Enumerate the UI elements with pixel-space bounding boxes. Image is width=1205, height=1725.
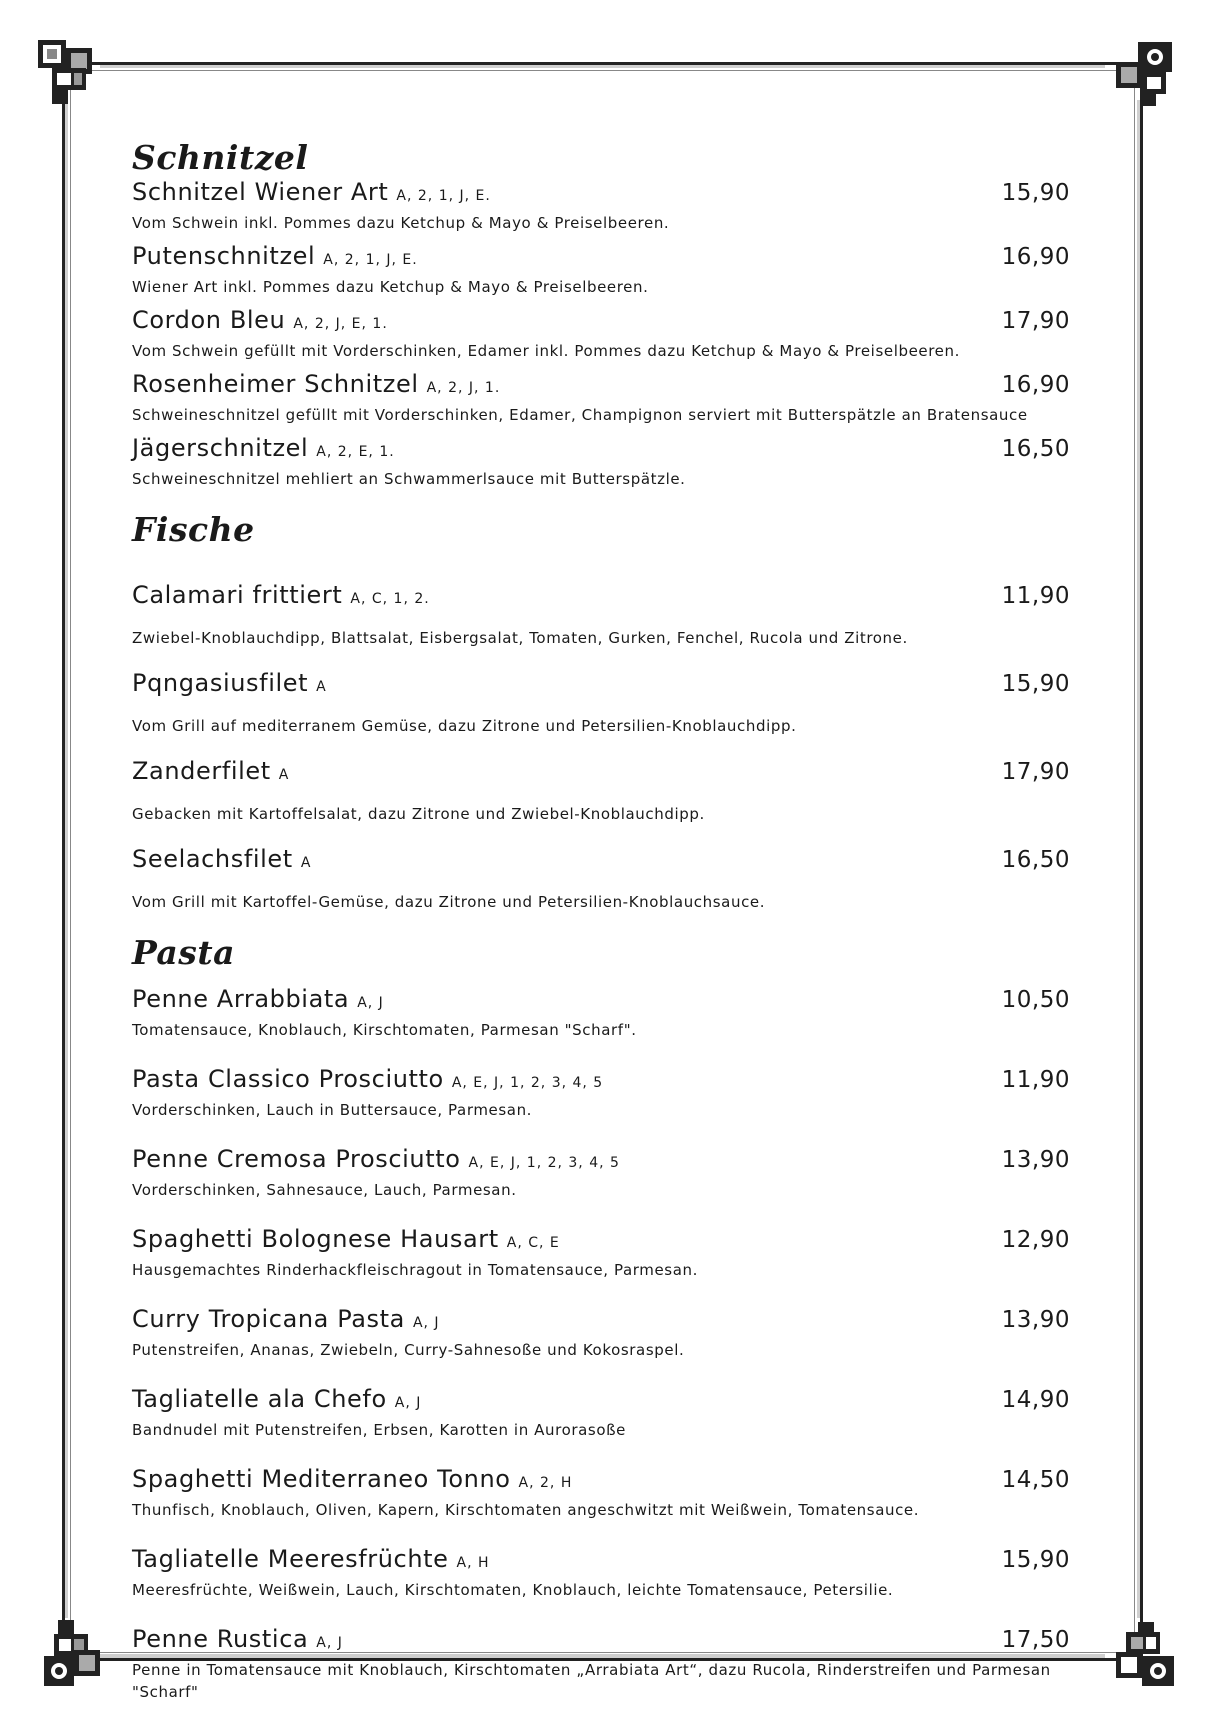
menu-item-title (132, 983, 384, 1019)
menu-item-header (132, 1383, 1082, 1419)
dish-price: 14,90 (1001, 1386, 1070, 1413)
dish-description: Bandnudel mit Putenstreifen, Erbsen, Karotten in Aurorasoße (132, 1420, 626, 1439)
menu-item-header (132, 1223, 1082, 1259)
allergen-codes: A (278, 766, 290, 783)
menu-item-title (132, 432, 395, 468)
dish-description: Vom Schwein gefüllt mit Vorderschinken, Edamer inkl. Pommes dazu Ketchup & Mayo & Preiselbeeren. (132, 342, 960, 361)
menu-item (132, 240, 1082, 298)
allergen-codes: A, J (357, 994, 384, 1011)
dish-description: Vorderschinken, Sahnesauce, Lauch, Parmesan. (132, 1180, 517, 1199)
dish-price: 16,90 (1001, 372, 1070, 399)
menu-item (132, 368, 1082, 426)
menu-item-title (132, 667, 327, 703)
menu-item-title (132, 1303, 440, 1339)
dish-name: Penne Cremosa Prosciutto (132, 1144, 461, 1173)
menu-item (132, 1543, 1082, 1601)
dish-description: Schweineschnitzel gefüllt mit Vorderschinken, Edamer, Champignon serviert mit Butterspätzle an Bratensauce (132, 406, 1028, 425)
dish-name: Spaghetti Bolognese Hausart (132, 1224, 499, 1253)
allergen-codes: A (300, 854, 312, 871)
dish-name: Curry Tropicana Pasta (132, 1304, 405, 1333)
dish-price: 15,90 (1001, 670, 1070, 697)
allergen-codes: A, C, E (506, 1234, 560, 1251)
dish-description: Gebacken mit Kartoffelsalat, dazu Zitrone und Zwiebel-Knoblauchdipp. (132, 804, 705, 823)
allergen-codes: A, J (412, 1314, 440, 1331)
dish-price: 17,90 (1001, 758, 1070, 785)
menu-item (132, 1463, 1082, 1521)
menu-item (132, 579, 1082, 649)
menu-item-header (132, 368, 1082, 404)
item-list (132, 579, 1082, 913)
menu-item-header (132, 667, 1082, 703)
menu-item-header (132, 843, 1082, 879)
menu-item-title (132, 1463, 572, 1499)
menu-item-header (132, 1623, 1082, 1659)
allergen-codes: A, H (456, 1554, 490, 1571)
menu-item (132, 983, 1082, 1041)
dish-price: 13,90 (1001, 1146, 1070, 1173)
dish-description: Thunfisch, Knoblauch, Oliven, Kapern, Kirschtomaten angeschwitzt mit Weißwein, Tomatensauce. (132, 1500, 920, 1519)
menu-item (132, 843, 1082, 913)
menu-item-title (132, 1143, 620, 1179)
dish-price: 17,50 (1001, 1626, 1070, 1653)
menu-item-header (132, 432, 1082, 468)
allergen-codes: A, 2, J, 1. (426, 380, 501, 397)
menu-item (132, 1063, 1082, 1121)
allergen-codes: A, 2, E, 1. (316, 444, 395, 461)
item-list (132, 983, 1082, 1703)
menu-item (132, 667, 1082, 737)
dish-name: Schnitzel Wiener Art (132, 178, 389, 207)
dish-name: Putenschnitzel (132, 242, 316, 271)
corner-ornament-icon (38, 40, 104, 106)
menu-item-header (132, 1063, 1082, 1099)
dish-price: 14,50 (1001, 1466, 1070, 1493)
menu-item-title (132, 1543, 490, 1579)
menu-item (132, 432, 1082, 490)
menu-item (132, 1223, 1082, 1281)
dish-description: Putenstreifen, Ananas, Zwiebeln, Curry-Sahnesoße und Kokosraspel. (132, 1340, 685, 1359)
allergen-codes: A, E, J, 1, 2, 3, 4, 5 (468, 1154, 620, 1171)
menu-item-title (132, 843, 311, 879)
menu-item (132, 176, 1082, 234)
menu-item-title (132, 240, 418, 276)
menu-item-header (132, 755, 1082, 791)
dish-description: Wiener Art inkl. Pommes dazu Ketchup & Mayo & Preiselbeeren. (132, 278, 649, 297)
dish-price: 15,90 (1001, 180, 1070, 207)
menu-item-header (132, 240, 1082, 276)
dish-description: Zwiebel-Knoblauchdipp, Blattsalat, Eisbergsalat, Tomaten, Gurken, Fenchel, Rucola und Zitrone. (132, 628, 908, 647)
allergen-codes: A, J (394, 1394, 422, 1411)
corner-ornament-icon (1112, 42, 1178, 108)
menu-item (132, 1623, 1082, 1703)
dish-name: Penne Arrabbiata (132, 984, 350, 1013)
dish-description: Meeresfrüchte, Weißwein, Lauch, Kirschtomaten, Knoblauch, leichte Tomatensauce, Petersilie. (132, 1580, 894, 1599)
dish-price: 13,90 (1001, 1306, 1070, 1333)
dish-name: Seelachsfilet (132, 844, 293, 873)
menu-item-title (132, 176, 491, 212)
dish-price: 16,90 (1001, 244, 1070, 271)
section-title: Fische (132, 510, 255, 550)
menu-item-title (132, 1223, 560, 1259)
allergen-codes: A, 2, 1, J, E. (396, 188, 491, 205)
dish-description: Schweineschnitzel mehliert an Schwammerlsauce mit Butterspätzle. (132, 470, 686, 489)
menu-item-header (132, 304, 1082, 340)
dish-name: Tagliatelle Meeresfrüchte (132, 1544, 449, 1573)
menu-item-header (132, 1543, 1082, 1579)
menu-item-title (132, 1383, 421, 1419)
allergen-codes: A, C, 1, 2. (350, 590, 430, 607)
section-title: Pasta (132, 932, 236, 972)
allergen-codes: A, J (316, 1634, 343, 1651)
dish-name: Pqngasiusfilet (132, 668, 309, 697)
dish-price: 11,90 (1001, 582, 1070, 609)
dish-description: Penne in Tomatensauce mit Knoblauch, Kirschtomaten „Arrabiata Art“, dazu Rucola, Rinderstreifen und Parmesan "Scharf" (132, 1660, 1051, 1701)
dish-price: 11,90 (1001, 1066, 1070, 1093)
allergen-codes: A, E, J, 1, 2, 3, 4, 5 (451, 1074, 604, 1091)
dish-description: Hausgemachtes Rinderhackfleischragout in Tomatensauce, Parmesan. (132, 1260, 698, 1279)
corner-ornament-icon (44, 1620, 110, 1686)
menu-item-title (132, 368, 500, 404)
corner-ornament-icon (1112, 1622, 1178, 1688)
menu-item-header (132, 579, 1082, 615)
dish-name: Spaghetti Mediterraneo Tonno (132, 1464, 511, 1493)
menu-item (132, 1383, 1082, 1441)
dish-price: 17,90 (1001, 308, 1070, 335)
allergen-codes: A, 2, 1, J, E. (323, 252, 418, 269)
dish-name: Jägerschnitzel (132, 434, 309, 463)
menu-item-title (132, 1063, 603, 1099)
dish-price: 16,50 (1001, 436, 1070, 463)
dish-description: Tomatensauce, Knoblauch, Kirschtomaten, Parmesan "Scharf". (132, 1020, 637, 1039)
section-title: Schnitzel (132, 138, 309, 177)
dish-name: Zanderfilet (132, 756, 271, 785)
menu-item-title (132, 755, 289, 791)
allergen-codes: A, 2, H (518, 1474, 573, 1491)
dish-description: Vorderschinken, Lauch in Buttersauce, Parmesan. (132, 1100, 533, 1119)
dish-description: Vom Grill mit Kartoffel-Gemüse, dazu Zitrone und Petersilien-Knoblauchsauce. (132, 892, 766, 911)
menu-item (132, 755, 1082, 825)
section-fische (132, 512, 1082, 912)
menu-item-header (132, 1143, 1082, 1179)
menu-item-title (132, 579, 430, 615)
menu-item (132, 1303, 1082, 1361)
menu-item-title (132, 1623, 343, 1659)
allergen-codes: A, 2, J, E, 1. (293, 316, 388, 333)
dish-price: 12,90 (1001, 1226, 1070, 1253)
section-pasta (132, 932, 1082, 1703)
allergen-codes: A (316, 678, 327, 695)
menu-item-header (132, 1303, 1082, 1339)
dish-name: Penne Rustica (132, 1624, 309, 1653)
dish-name: Pasta Classico Prosciutto (132, 1064, 444, 1093)
menu-item-header (132, 176, 1082, 212)
menu-content (132, 140, 1082, 1725)
item-list (132, 176, 1082, 490)
menu-item-title (132, 304, 388, 340)
section-schnitzel (132, 140, 1082, 490)
dish-name: Calamari frittiert (132, 580, 343, 609)
dish-name: Tagliatelle ala Chefo (132, 1384, 387, 1413)
dish-description: Vom Schwein inkl. Pommes dazu Ketchup & Mayo & Preiselbeeren. (132, 214, 670, 233)
menu-item-header (132, 983, 1082, 1019)
menu-item-header (132, 1463, 1082, 1499)
dish-name: Rosenheimer Schnitzel (132, 370, 419, 399)
dish-price: 16,50 (1001, 846, 1070, 873)
menu-item (132, 1143, 1082, 1201)
dish-price: 10,50 (1001, 986, 1070, 1013)
menu-item (132, 304, 1082, 362)
dish-name: Cordon Bleu (132, 306, 286, 335)
dish-description: Vom Grill auf mediterranem Gemüse, dazu Zitrone und Petersilien-Knoblauchdipp. (132, 716, 797, 735)
dish-price: 15,90 (1001, 1546, 1070, 1573)
